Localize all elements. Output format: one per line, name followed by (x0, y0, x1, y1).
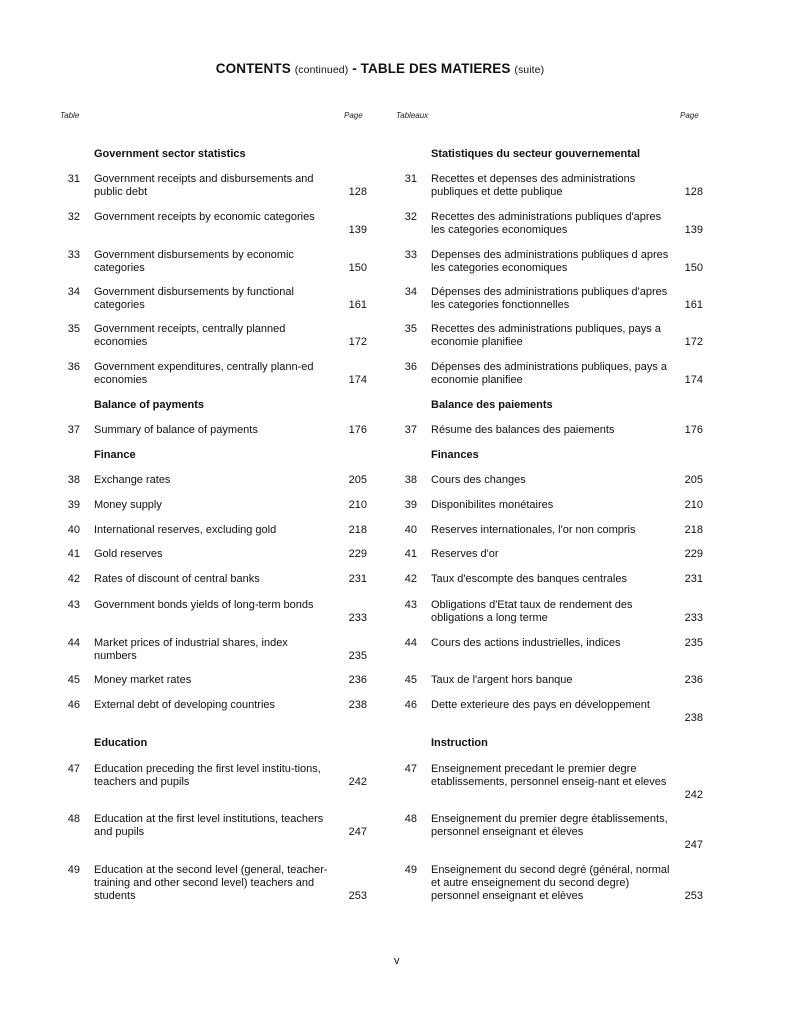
table-number: 49 (67, 864, 80, 876)
page-number: 233 (684, 612, 703, 624)
section-heading: Balance of payments (94, 399, 205, 411)
entry-title: Recettes et depenses des administrations publiques et dette publique (431, 173, 636, 198)
table-number: 45 (404, 674, 417, 686)
entry-title: Government receipts and disbursements and public debt (94, 173, 314, 198)
page-number: 236 (684, 674, 703, 686)
table-number: 44 (404, 637, 417, 649)
section-heading: Government sector statistics (94, 148, 246, 160)
table-number: 44 (67, 637, 80, 649)
table-number: 43 (404, 599, 417, 611)
entry-title: Cours des actions industrielles, indices (431, 637, 621, 649)
page-number: 139 (684, 224, 703, 236)
table-number: 33 (404, 249, 417, 261)
entry-title: Money market rates (94, 674, 192, 686)
page-number: 205 (348, 474, 367, 486)
page-number: 210 (684, 499, 703, 511)
page-number: 231 (684, 573, 703, 585)
title-suite: (suite) (514, 64, 545, 76)
page-number: 229 (684, 548, 703, 560)
left-page-header: Page (344, 111, 363, 120)
right-page-header: Page (680, 111, 699, 120)
entry-title: Dette exterieure des pays en développement (431, 699, 650, 711)
page-number: 172 (684, 336, 703, 348)
page-number: 218 (684, 524, 703, 536)
page-number: 238 (684, 712, 703, 724)
entry-title: Recettes des administrations publiques, pays a economie planifiee (431, 323, 661, 348)
entry-title: Government receipts, centrally planned economies (94, 323, 286, 348)
english-column (60, 0, 420, 1024)
section-heading: Finance (94, 449, 136, 461)
entry-title: Depenses des administrations publiques d apres les categories economiques (431, 249, 669, 274)
page-number: 128 (684, 186, 703, 198)
page-number: 150 (348, 262, 367, 274)
page-number: 174 (684, 374, 703, 386)
table-number: 36 (67, 361, 80, 373)
page-number: 139 (348, 224, 367, 236)
page-number: 161 (348, 299, 367, 311)
section-heading: Statistiques du secteur gouvernemental (431, 148, 641, 160)
page-number: 242 (684, 789, 703, 801)
entry-title: Cours des changes (431, 474, 526, 486)
title-table-des-matieres: TABLE DES MATIERES (360, 61, 511, 76)
page-number: 235 (684, 637, 703, 649)
entry-title: Education at the second level (general, teacher-training and other second level) teachers and students (94, 864, 328, 902)
table-number: 48 (404, 813, 417, 825)
table-number: 32 (67, 211, 80, 223)
section-heading: Instruction (431, 737, 488, 749)
table-number: 37 (67, 424, 80, 436)
table-number: 40 (404, 524, 417, 536)
table-number: 38 (404, 474, 417, 486)
table-number: 34 (67, 286, 80, 298)
page-number: 210 (348, 499, 367, 511)
entry-title: Education at the first level institutions, teachers and pupils (94, 813, 324, 838)
entry-title: Money supply (94, 499, 162, 511)
table-number: 47 (404, 763, 417, 775)
table-number: 41 (404, 548, 417, 560)
title-contents: CONTENTS (215, 61, 291, 76)
page-number: 233 (348, 612, 367, 624)
table-number: 42 (404, 573, 417, 585)
page-number: 229 (348, 548, 367, 560)
page-number: 236 (348, 674, 367, 686)
page-number: 247 (684, 839, 703, 851)
entry-title: Taux de l'argent hors banque (431, 674, 573, 686)
french-column (397, 0, 757, 1024)
title-continued: (continued) (294, 64, 349, 76)
section-heading: Education (94, 737, 148, 749)
entry-title: Enseignement du second degré (général, normal et autre enseignement du second degre) personnel enseignant et elèves (431, 864, 670, 902)
entry-title: Dépenses des administrations publiques, pays a economie planifiee (431, 361, 668, 386)
page-number: 247 (348, 826, 367, 838)
page-number: 253 (348, 890, 367, 902)
page-folio: v (394, 955, 400, 967)
right-table-header: Tableaux (396, 111, 429, 120)
entry-title: Reserves internationales, l'or non compris (431, 524, 636, 536)
entry-title: Summary of balance of payments (94, 424, 258, 436)
entry-title: External debt of developing countries (94, 699, 276, 711)
page-number: 161 (684, 299, 703, 311)
page-number: 150 (684, 262, 703, 274)
entry-title: Government disbursements by functional categories (94, 286, 294, 311)
table-number: 33 (67, 249, 80, 261)
page-number: 172 (348, 336, 367, 348)
entry-title: Rates of discount of central banks (94, 573, 260, 585)
entry-title: Government expenditures, centrally plann-ed economies (94, 361, 314, 386)
table-number: 31 (404, 173, 417, 185)
entry-title: Market prices of industrial shares, index numbers (94, 637, 288, 662)
page-number: 176 (684, 424, 703, 436)
entry-title: Résume des balances des paiements (431, 424, 615, 436)
table-number: 32 (404, 211, 417, 223)
section-heading: Finances (431, 449, 479, 461)
page-number: 218 (348, 524, 367, 536)
table-number: 46 (67, 699, 80, 711)
entry-title: Government receipts by economic categories (94, 211, 315, 223)
table-number: 46 (404, 699, 417, 711)
entry-title: Taux d'escompte des banques centrales (431, 573, 627, 585)
entry-title: Government disbursements by economic categories (94, 249, 294, 274)
table-number: 47 (67, 763, 80, 775)
table-number: 35 (67, 323, 80, 335)
page-number: 128 (348, 186, 367, 198)
entry-title: Obligations d'Etat taux de rendement des obligations a long terme (431, 599, 633, 624)
table-number: 39 (404, 499, 417, 511)
entry-title: Disponibilites monétaires (431, 499, 554, 511)
page-number: 235 (348, 650, 367, 662)
entry-title: Reserves d'or (431, 548, 499, 560)
table-number: 37 (404, 424, 417, 436)
page-number: 231 (348, 573, 367, 585)
section-heading: Balance des paiements (431, 399, 553, 411)
table-number: 40 (67, 524, 80, 536)
table-number: 31 (67, 173, 80, 185)
entry-title: Government bonds yields of long-term bonds (94, 599, 314, 611)
table-number: 34 (404, 286, 417, 298)
table-number: 48 (67, 813, 80, 825)
entry-title: Enseignement precedant le premier degre etablissements, personnel enseig-nant et eleves (431, 763, 667, 788)
table-number: 45 (67, 674, 80, 686)
table-number: 49 (404, 864, 417, 876)
entry-title: Recettes des administrations publiques d'apres les categories economiques (431, 211, 662, 236)
entry-title: Dépenses des administrations publiques d'apres les categories fonctionnelles (431, 286, 668, 311)
page-number: 242 (348, 776, 367, 788)
page-number: 174 (348, 374, 367, 386)
table-number: 39 (67, 499, 80, 511)
entry-title: Gold reserves (94, 548, 163, 560)
title-dash: - (352, 61, 357, 76)
table-number: 43 (67, 599, 80, 611)
table-number: 36 (404, 361, 417, 373)
table-number: 42 (67, 573, 80, 585)
entry-title: Education preceding the first level institu-tions, teachers and pupils (94, 763, 321, 788)
entry-title: International reserves, excluding gold (94, 524, 277, 536)
entry-title: Enseignement du premier degre établissements, personnel enseignant et éleves (431, 813, 668, 838)
entry-title: Exchange rates (94, 474, 171, 486)
page-number: 253 (684, 890, 703, 902)
page-number: 176 (348, 424, 367, 436)
page-number: 205 (684, 474, 703, 486)
table-number: 41 (67, 548, 80, 560)
table-number: 38 (67, 474, 80, 486)
left-table-header: Table (60, 111, 80, 120)
page-number: 238 (348, 699, 367, 711)
table-number: 35 (404, 323, 417, 335)
